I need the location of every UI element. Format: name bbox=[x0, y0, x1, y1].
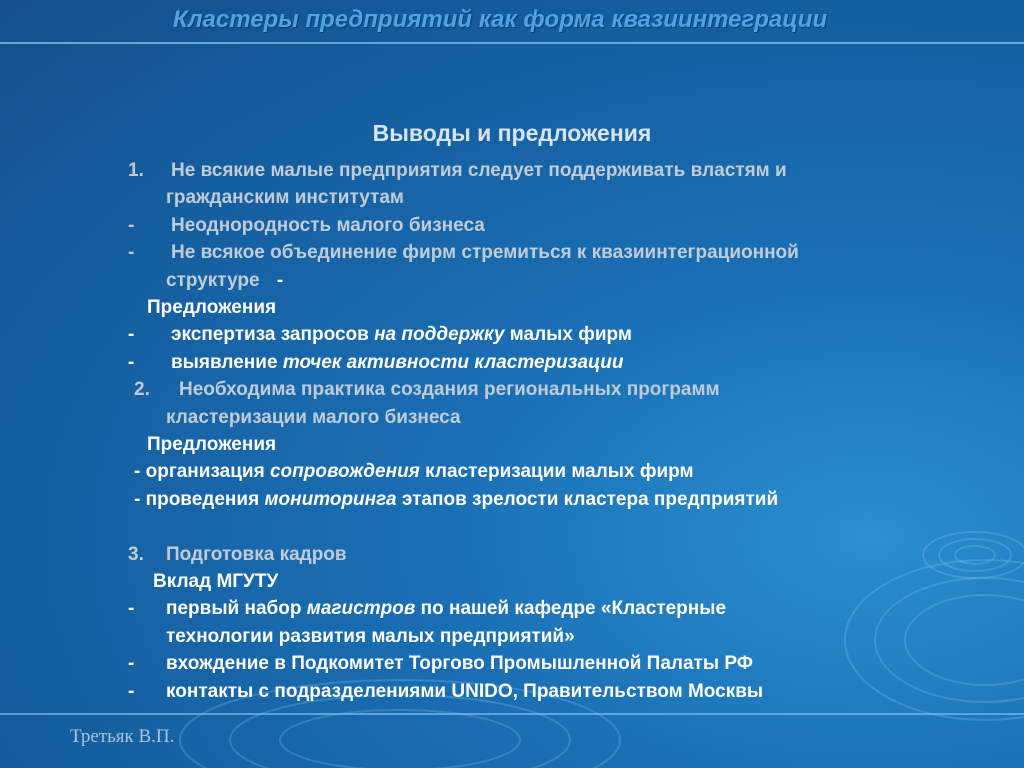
proposal-item: - проведения мониторинга этапов зрелости кластера предприятий bbox=[134, 488, 779, 510]
list-item-2-continuation: кластеризации малого бизнеса bbox=[166, 406, 461, 428]
proposals-heading: Предложения bbox=[147, 297, 277, 319]
proposal-item: - выявление точек активности кластеризации bbox=[128, 351, 624, 373]
slide-title: Кластеры предприятий как форма квазиинтеграции bbox=[172, 6, 828, 33]
slide-body bbox=[128, 157, 988, 705]
list-item-2: 2. Необходима практика создания региональных программ bbox=[134, 379, 720, 401]
section-title: Выводы и предложения bbox=[372, 120, 652, 146]
list-item-dash: - Не всякое объединение фирм стремиться к квазиинтеграционной bbox=[128, 242, 799, 264]
list-item-dash: - Неоднородность малого бизнеса bbox=[128, 214, 485, 236]
list-item-continuation: структуре - bbox=[166, 269, 284, 291]
contribution-item: - вхождение в Подкомитет Торгово Промышленной Палаты РФ bbox=[128, 653, 753, 675]
list-item-1: 1. Не всякие малые предприятия следует поддерживать властям и bbox=[128, 160, 787, 181]
list-item-1-continuation: гражданским институтам bbox=[166, 187, 404, 209]
contribution-heading: Вклад МГУТУ bbox=[153, 571, 279, 593]
contribution-item-continuation: технологии развития малых предприятий» bbox=[166, 625, 575, 647]
footer-divider bbox=[0, 713, 1024, 715]
list-item-3: 3. Подготовка кадров bbox=[128, 543, 347, 565]
spacer bbox=[128, 513, 988, 540]
contribution-item: - контакты с подразделениями UNIDO, Правительством Москвы bbox=[128, 680, 764, 702]
author-name: Третьяк В.П. bbox=[70, 726, 175, 747]
header-divider bbox=[0, 42, 1024, 44]
contribution-item: - первый набор магистров по нашей кафедре «Кластерные bbox=[128, 598, 727, 620]
proposal-item: - экспертиза запросов на поддержку малых фирм bbox=[128, 324, 632, 346]
proposals-heading: Предложения bbox=[147, 434, 277, 456]
proposal-item: - организация сопровождения кластеризации малых фирм bbox=[134, 461, 694, 483]
